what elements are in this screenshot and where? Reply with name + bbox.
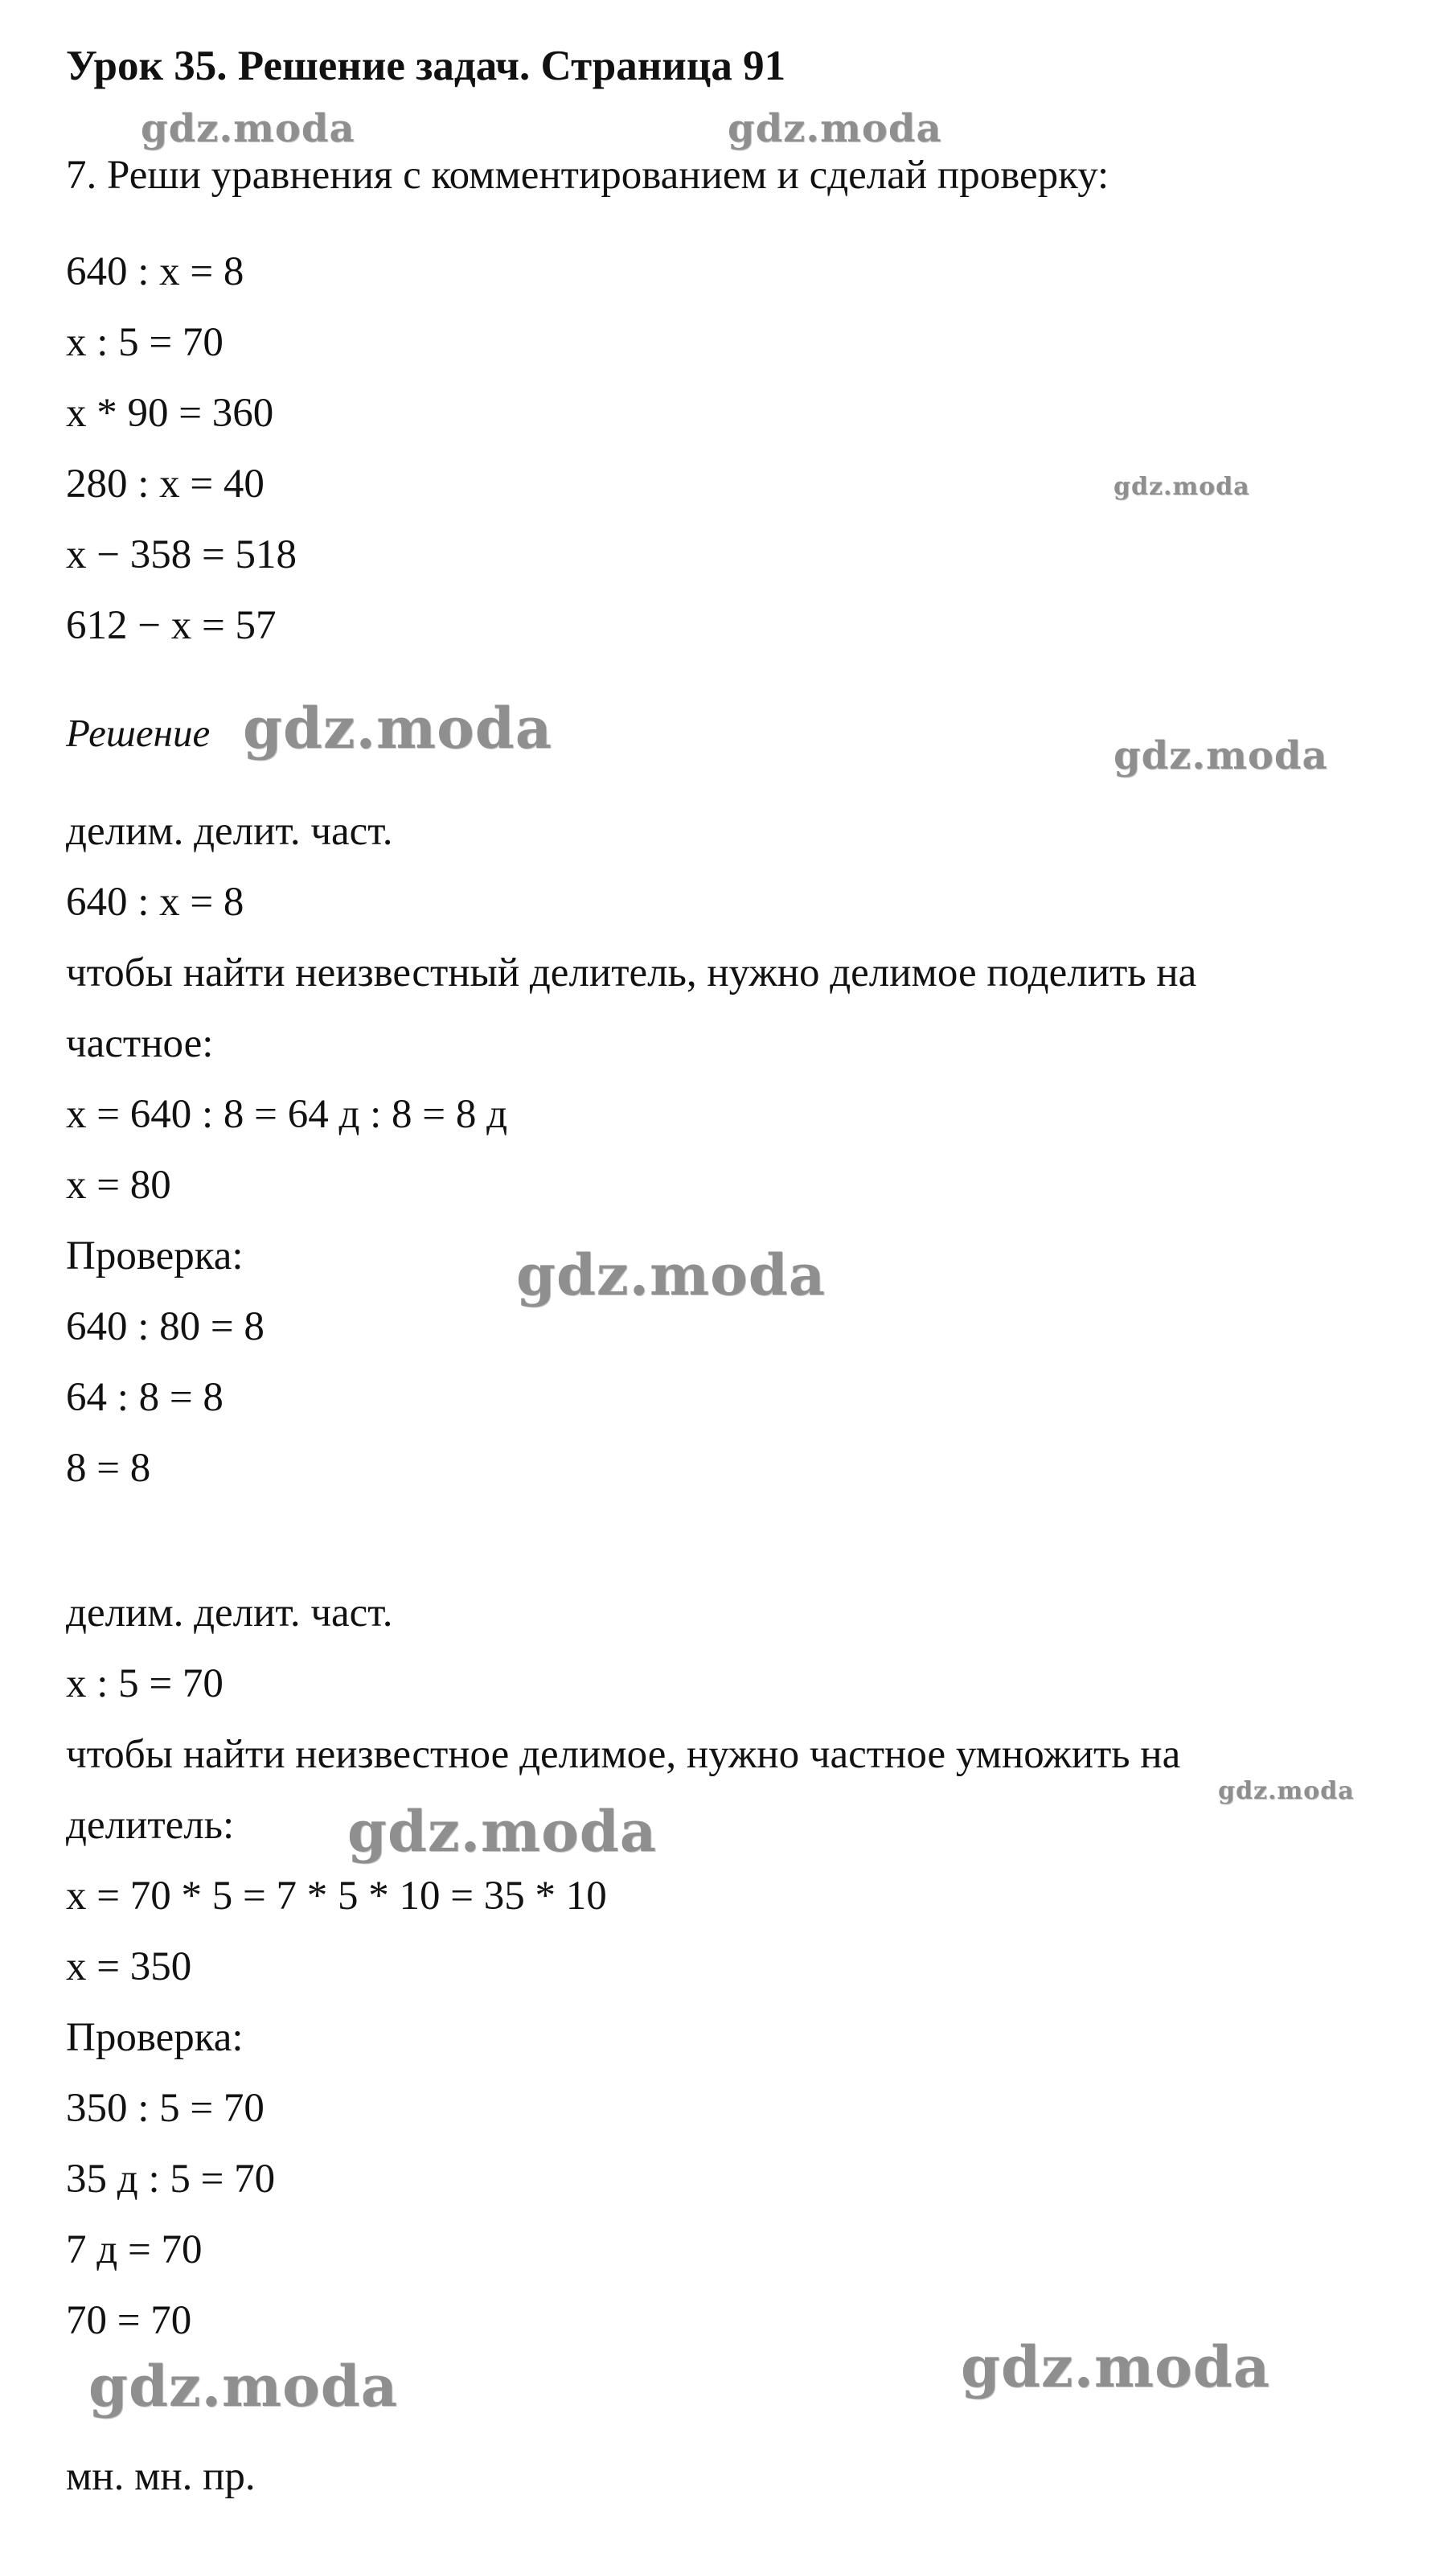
solution2-check-1: 350 : 5 = 70 bbox=[66, 2086, 265, 2131]
equation-2: x : 5 = 70 bbox=[66, 320, 224, 365]
solution2-answer: x = 350 bbox=[66, 1944, 192, 1989]
solution1-check-3: 8 = 8 bbox=[66, 1446, 151, 1491]
solution3-roles: мн. мн. пр. bbox=[66, 2454, 256, 2499]
watermark: gdz.moda bbox=[1114, 733, 1328, 778]
equation-6: 612 − x = 57 bbox=[66, 603, 277, 648]
watermark: gdz.moda bbox=[88, 2353, 399, 2420]
solution2-check-3: 7 д = 70 bbox=[66, 2227, 203, 2272]
equation-5: x − 358 = 518 bbox=[66, 532, 297, 577]
watermark: gdz.moda bbox=[347, 1798, 658, 1865]
solution1-rule-line2: частное: bbox=[66, 1021, 214, 1066]
equation-3: x * 90 = 360 bbox=[66, 391, 274, 436]
watermark: gdz.moda bbox=[1218, 1777, 1355, 1805]
watermark: gdz.moda bbox=[516, 1242, 826, 1308]
solution2-rule-line1: чтобы найти неизвестное делимое, нужно частное умножить на bbox=[66, 1732, 1181, 1777]
solution1-check-1: 640 : 80 = 8 bbox=[66, 1304, 265, 1349]
solution2-check-2: 35 д : 5 = 70 bbox=[66, 2157, 276, 2202]
equation-1: 640 : x = 8 bbox=[66, 249, 244, 294]
watermark: gdz.moda bbox=[728, 106, 942, 151]
solution1-answer: x = 80 bbox=[66, 1163, 171, 1208]
solution1-equation: 640 : x = 8 bbox=[66, 880, 244, 925]
solution1-calc: x = 640 : 8 = 64 д : 8 = 8 д bbox=[66, 1092, 508, 1137]
solution1-check-2: 64 : 8 = 8 bbox=[66, 1375, 224, 1420]
watermark: gdz.moda bbox=[1114, 473, 1250, 501]
solution1-rule-line1: чтобы найти неизвестный делитель, нужно делимое поделить на bbox=[66, 950, 1197, 995]
solution-label: Решение bbox=[66, 711, 211, 755]
watermark: gdz.moda bbox=[961, 2333, 1271, 2400]
solution1-roles: делим. делит. част. bbox=[66, 809, 393, 854]
solution2-rule-line2: делитель: bbox=[66, 1803, 235, 1848]
page-title: Урок 35. Решение задач. Страница 91 bbox=[66, 43, 786, 89]
equation-4: 280 : x = 40 bbox=[66, 462, 265, 507]
watermark: gdz.moda bbox=[141, 106, 355, 151]
solution2-check-4: 70 = 70 bbox=[66, 2298, 192, 2343]
watermark: gdz.moda bbox=[243, 695, 553, 761]
solution2-roles: делим. делит. част. bbox=[66, 1590, 393, 1636]
task-statement: 7. Реши уравнения с комментированием и сделай проверку: bbox=[66, 153, 1109, 198]
solution1-check-label: Проверка: bbox=[66, 1233, 244, 1279]
solution2-equation: x : 5 = 70 bbox=[66, 1661, 224, 1706]
solution2-calc: x = 70 * 5 = 7 * 5 * 10 = 35 * 10 bbox=[66, 1874, 607, 1919]
solution2-check-label: Проверка: bbox=[66, 2015, 244, 2060]
